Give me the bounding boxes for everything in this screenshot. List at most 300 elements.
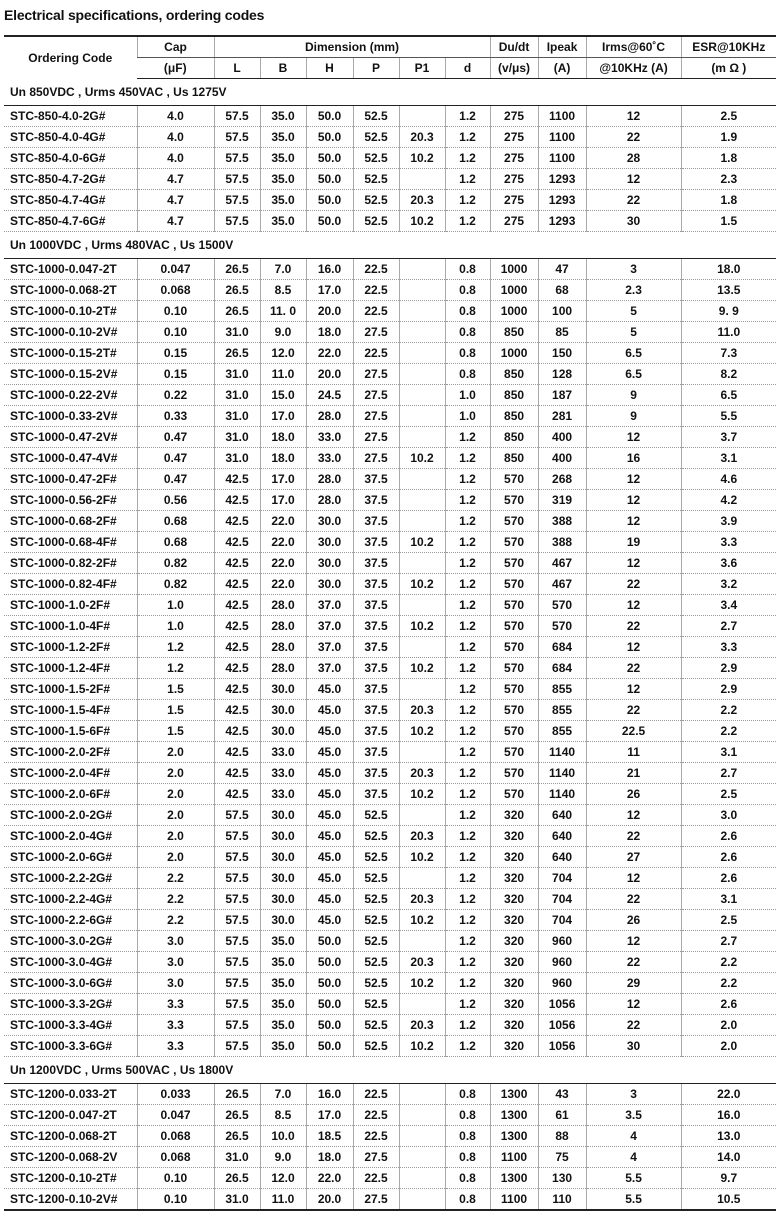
cell-cap: 0.82 xyxy=(137,553,214,574)
cell-P: 27.5 xyxy=(353,364,399,385)
cell-ordering-code: STC-1000-0.33-2V# xyxy=(4,406,137,427)
table-row xyxy=(4,148,776,169)
cell-dudt: 1000 xyxy=(490,280,538,301)
cell-dudt: 570 xyxy=(490,574,538,595)
cell-ordering-code: STC-1200-0.068-2T xyxy=(4,1126,137,1147)
section-label: Un 850VDC , Urms 450VAC , Us 1275V xyxy=(4,79,776,106)
cell-d: 1.2 xyxy=(445,511,490,532)
table-row xyxy=(4,406,776,427)
cell-B: 30.0 xyxy=(260,826,306,847)
cell-P1: 10.2 xyxy=(399,973,445,994)
header-dudt: Du/dt xyxy=(490,36,538,58)
cell-L: 57.5 xyxy=(214,826,260,847)
cell-irms: 5 xyxy=(586,322,681,343)
cell-ipeak: 570 xyxy=(538,616,586,637)
table-row xyxy=(4,658,776,679)
cell-P: 37.5 xyxy=(353,658,399,679)
cell-P: 52.5 xyxy=(353,868,399,889)
cell-P1 xyxy=(399,364,445,385)
cell-esr: 3.9 xyxy=(681,511,776,532)
cell-cap: 0.068 xyxy=(137,1126,214,1147)
cell-B: 8.5 xyxy=(260,280,306,301)
cell-d: 1.2 xyxy=(445,868,490,889)
cell-ipeak: 1056 xyxy=(538,1015,586,1036)
cell-ipeak: 400 xyxy=(538,448,586,469)
cell-H: 33.0 xyxy=(306,427,353,448)
cell-dudt: 570 xyxy=(490,658,538,679)
cell-ordering-code: STC-1000-3.0-4G# xyxy=(4,952,137,973)
cell-ordering-code: STC-1000-0.56-2F# xyxy=(4,490,137,511)
cell-irms: 22 xyxy=(586,700,681,721)
cell-B: 33.0 xyxy=(260,763,306,784)
table-row xyxy=(4,1168,776,1189)
cell-d: 1.2 xyxy=(445,169,490,190)
cell-ipeak: 640 xyxy=(538,847,586,868)
cell-ordering-code: STC-850-4.7-4G# xyxy=(4,190,137,211)
cell-irms: 22 xyxy=(586,658,681,679)
cell-ordering-code: STC-1000-3.0-2G# xyxy=(4,931,137,952)
cell-B: 35.0 xyxy=(260,169,306,190)
cell-d: 1.2 xyxy=(445,889,490,910)
cell-P: 52.5 xyxy=(353,910,399,931)
cell-ipeak: 88 xyxy=(538,1126,586,1147)
cell-cap: 1.5 xyxy=(137,679,214,700)
header-ipeak: Ipeak xyxy=(538,36,586,58)
cell-ipeak: 47 xyxy=(538,259,586,280)
cell-esr: 3.2 xyxy=(681,574,776,595)
cell-ordering-code: STC-1000-0.82-4F# xyxy=(4,574,137,595)
cell-ordering-code: STC-1000-2.0-4F# xyxy=(4,763,137,784)
cell-esr: 3.1 xyxy=(681,448,776,469)
table-row xyxy=(4,994,776,1015)
header-ipeak-unit: (A) xyxy=(538,58,586,79)
cell-cap: 3.3 xyxy=(137,994,214,1015)
cell-d: 1.2 xyxy=(445,721,490,742)
cell-dudt: 275 xyxy=(490,169,538,190)
cell-P: 37.5 xyxy=(353,700,399,721)
cell-ipeak: 110 xyxy=(538,1189,586,1211)
cell-B: 35.0 xyxy=(260,931,306,952)
cell-irms: 5 xyxy=(586,301,681,322)
cell-dudt: 570 xyxy=(490,721,538,742)
cell-ipeak: 704 xyxy=(538,910,586,931)
cell-B: 33.0 xyxy=(260,742,306,763)
cell-ipeak: 388 xyxy=(538,532,586,553)
cell-P1: 20.3 xyxy=(399,1015,445,1036)
cell-P1: 10.2 xyxy=(399,784,445,805)
cell-esr: 6.5 xyxy=(681,385,776,406)
cell-irms: 4 xyxy=(586,1147,681,1168)
cell-ordering-code: STC-1000-0.10-2V# xyxy=(4,322,137,343)
cell-irms: 12 xyxy=(586,169,681,190)
cell-irms: 9 xyxy=(586,406,681,427)
cell-P1 xyxy=(399,169,445,190)
cell-dudt: 275 xyxy=(490,106,538,127)
cell-H: 37.0 xyxy=(306,637,353,658)
cell-P1 xyxy=(399,301,445,322)
cell-L: 26.5 xyxy=(214,1105,260,1126)
cell-P: 22.5 xyxy=(353,1084,399,1105)
cell-ordering-code: STC-1000-0.68-2F# xyxy=(4,511,137,532)
cell-cap: 1.0 xyxy=(137,616,214,637)
cell-cap: 0.15 xyxy=(137,364,214,385)
cell-cap: 4.0 xyxy=(137,148,214,169)
cell-H: 45.0 xyxy=(306,868,353,889)
cell-H: 45.0 xyxy=(306,910,353,931)
cell-ordering-code: STC-1000-0.22-2V# xyxy=(4,385,137,406)
cell-P1 xyxy=(399,1126,445,1147)
cell-P1 xyxy=(399,322,445,343)
cell-d: 1.2 xyxy=(445,190,490,211)
cell-cap: 4.7 xyxy=(137,211,214,232)
cell-L: 31.0 xyxy=(214,1147,260,1168)
cell-B: 35.0 xyxy=(260,190,306,211)
cell-ipeak: 130 xyxy=(538,1168,586,1189)
cell-cap: 0.10 xyxy=(137,301,214,322)
cell-ordering-code: STC-1000-1.2-4F# xyxy=(4,658,137,679)
cell-d: 1.2 xyxy=(445,700,490,721)
cell-esr: 3.7 xyxy=(681,427,776,448)
cell-dudt: 1000 xyxy=(490,343,538,364)
cell-H: 45.0 xyxy=(306,847,353,868)
cell-H: 16.0 xyxy=(306,259,353,280)
cell-dudt: 1300 xyxy=(490,1084,538,1105)
cell-P: 52.5 xyxy=(353,994,399,1015)
cell-esr: 2.7 xyxy=(681,931,776,952)
header-irms-unit: @10KHz (A) xyxy=(586,58,681,79)
cell-d: 1.2 xyxy=(445,679,490,700)
cell-L: 57.5 xyxy=(214,910,260,931)
cell-L: 57.5 xyxy=(214,106,260,127)
cell-ordering-code: STC-1000-0.47-2V# xyxy=(4,427,137,448)
cell-irms: 26 xyxy=(586,784,681,805)
cell-esr: 2.0 xyxy=(681,1015,776,1036)
cell-irms: 4 xyxy=(586,1126,681,1147)
cell-P: 52.5 xyxy=(353,211,399,232)
cell-B: 30.0 xyxy=(260,721,306,742)
cell-H: 45.0 xyxy=(306,826,353,847)
cell-d: 1.2 xyxy=(445,658,490,679)
cell-esr: 2.6 xyxy=(681,847,776,868)
cell-esr: 14.0 xyxy=(681,1147,776,1168)
cell-ordering-code: STC-1000-2.2-2G# xyxy=(4,868,137,889)
cell-P: 27.5 xyxy=(353,406,399,427)
cell-B: 30.0 xyxy=(260,847,306,868)
cell-esr: 5.5 xyxy=(681,406,776,427)
cell-P1 xyxy=(399,106,445,127)
cell-H: 37.0 xyxy=(306,658,353,679)
cell-d: 1.2 xyxy=(445,469,490,490)
cell-ipeak: 1140 xyxy=(538,742,586,763)
cell-d: 1.0 xyxy=(445,385,490,406)
cell-P1: 20.3 xyxy=(399,763,445,784)
cell-esr: 1.8 xyxy=(681,148,776,169)
cell-cap: 0.10 xyxy=(137,1189,214,1211)
cell-B: 8.5 xyxy=(260,1105,306,1126)
cell-ipeak: 960 xyxy=(538,931,586,952)
cell-cap: 0.10 xyxy=(137,322,214,343)
cell-L: 42.5 xyxy=(214,784,260,805)
cell-L: 42.5 xyxy=(214,574,260,595)
cell-irms: 19 xyxy=(586,532,681,553)
cell-ordering-code: STC-1000-3.0-6G# xyxy=(4,973,137,994)
cell-dudt: 1100 xyxy=(490,1147,538,1168)
cell-L: 42.5 xyxy=(214,511,260,532)
cell-P1: 10.2 xyxy=(399,910,445,931)
table-row xyxy=(4,106,776,127)
header-P1: P1 xyxy=(399,58,445,79)
cell-P: 37.5 xyxy=(353,616,399,637)
cell-P: 37.5 xyxy=(353,574,399,595)
cell-esr: 3.3 xyxy=(681,637,776,658)
cell-irms: 5.5 xyxy=(586,1189,681,1211)
cell-P: 22.5 xyxy=(353,301,399,322)
cell-P: 52.5 xyxy=(353,826,399,847)
cell-d: 0.8 xyxy=(445,301,490,322)
cell-irms: 5.5 xyxy=(586,1168,681,1189)
cell-ipeak: 1100 xyxy=(538,106,586,127)
cell-P1: 10.2 xyxy=(399,1036,445,1057)
cell-P: 37.5 xyxy=(353,532,399,553)
cell-H: 50.0 xyxy=(306,1015,353,1036)
table-row xyxy=(4,973,776,994)
cell-ipeak: 1140 xyxy=(538,784,586,805)
cell-H: 20.0 xyxy=(306,1189,353,1211)
table-row xyxy=(4,910,776,931)
cell-dudt: 320 xyxy=(490,847,538,868)
cell-P: 52.5 xyxy=(353,106,399,127)
cell-ordering-code: STC-1200-0.10-2T# xyxy=(4,1168,137,1189)
cell-L: 42.5 xyxy=(214,469,260,490)
cell-cap: 2.0 xyxy=(137,742,214,763)
table-row xyxy=(4,721,776,742)
cell-L: 42.5 xyxy=(214,658,260,679)
cell-irms: 30 xyxy=(586,1036,681,1057)
cell-L: 57.5 xyxy=(214,190,260,211)
cell-irms: 11 xyxy=(586,742,681,763)
header-L: L xyxy=(214,58,260,79)
cell-H: 45.0 xyxy=(306,805,353,826)
cell-ipeak: 100 xyxy=(538,301,586,322)
table-row xyxy=(4,127,776,148)
cell-ordering-code: STC-1000-0.047-2T xyxy=(4,259,137,280)
cell-B: 33.0 xyxy=(260,784,306,805)
cell-P: 27.5 xyxy=(353,1189,399,1211)
cell-ordering-code: STC-1000-1.5-2F# xyxy=(4,679,137,700)
cell-ordering-code: STC-1200-0.033-2T xyxy=(4,1084,137,1105)
cell-ipeak: 75 xyxy=(538,1147,586,1168)
cell-d: 0.8 xyxy=(445,343,490,364)
cell-esr: 1.8 xyxy=(681,190,776,211)
cell-esr: 2.6 xyxy=(681,994,776,1015)
table-row xyxy=(4,805,776,826)
cell-ipeak: 400 xyxy=(538,427,586,448)
section-header-row xyxy=(4,79,776,106)
cell-B: 7.0 xyxy=(260,259,306,280)
cell-P: 52.5 xyxy=(353,973,399,994)
cell-ipeak: 704 xyxy=(538,868,586,889)
cell-d: 1.2 xyxy=(445,574,490,595)
cell-irms: 22 xyxy=(586,574,681,595)
cell-P1 xyxy=(399,1105,445,1126)
cell-P: 37.5 xyxy=(353,469,399,490)
cell-cap: 4.0 xyxy=(137,127,214,148)
cell-irms: 12 xyxy=(586,106,681,127)
cell-P: 27.5 xyxy=(353,1147,399,1168)
section-label: Un 1200VDC , Urms 500VAC , Us 1800V xyxy=(4,1057,776,1084)
header-B: B xyxy=(260,58,306,79)
cell-ipeak: 1100 xyxy=(538,148,586,169)
cell-P1 xyxy=(399,637,445,658)
cell-ipeak: 1140 xyxy=(538,763,586,784)
cell-H: 28.0 xyxy=(306,490,353,511)
cell-d: 0.8 xyxy=(445,280,490,301)
cell-L: 26.5 xyxy=(214,259,260,280)
cell-P1: 20.3 xyxy=(399,190,445,211)
cell-cap: 0.15 xyxy=(137,343,214,364)
cell-H: 33.0 xyxy=(306,448,353,469)
cell-d: 1.2 xyxy=(445,763,490,784)
cell-cap: 3.0 xyxy=(137,931,214,952)
cell-ipeak: 467 xyxy=(538,574,586,595)
cell-H: 45.0 xyxy=(306,700,353,721)
cell-ordering-code: STC-1000-0.068-2T xyxy=(4,280,137,301)
cell-P1 xyxy=(399,1147,445,1168)
cell-esr: 3.3 xyxy=(681,532,776,553)
table-row xyxy=(4,259,776,280)
cell-L: 57.5 xyxy=(214,148,260,169)
table-row xyxy=(4,1015,776,1036)
cell-P: 52.5 xyxy=(353,169,399,190)
header-cap: Cap xyxy=(137,36,214,58)
cell-cap: 2.0 xyxy=(137,847,214,868)
cell-dudt: 850 xyxy=(490,406,538,427)
cell-cap: 0.47 xyxy=(137,427,214,448)
table-row xyxy=(4,931,776,952)
cell-B: 22.0 xyxy=(260,553,306,574)
cell-irms: 22 xyxy=(586,616,681,637)
cell-P1 xyxy=(399,280,445,301)
cell-ordering-code: STC-1000-2.0-4G# xyxy=(4,826,137,847)
cell-ipeak: 855 xyxy=(538,721,586,742)
cell-d: 0.8 xyxy=(445,1126,490,1147)
cell-ordering-code: STC-1200-0.068-2V xyxy=(4,1147,137,1168)
cell-cap: 0.047 xyxy=(137,259,214,280)
cell-cap: 3.3 xyxy=(137,1036,214,1057)
cell-esr: 4.6 xyxy=(681,469,776,490)
cell-L: 42.5 xyxy=(214,742,260,763)
header-P: P xyxy=(353,58,399,79)
cell-H: 18.5 xyxy=(306,1126,353,1147)
cell-B: 22.0 xyxy=(260,574,306,595)
cell-esr: 3.0 xyxy=(681,805,776,826)
cell-P: 52.5 xyxy=(353,148,399,169)
cell-ipeak: 128 xyxy=(538,364,586,385)
cell-cap: 2.2 xyxy=(137,910,214,931)
cell-H: 28.0 xyxy=(306,469,353,490)
cell-dudt: 570 xyxy=(490,763,538,784)
cell-L: 57.5 xyxy=(214,805,260,826)
cell-cap: 2.0 xyxy=(137,805,214,826)
cell-H: 45.0 xyxy=(306,679,353,700)
cell-ordering-code: STC-850-4.7-2G# xyxy=(4,169,137,190)
cell-L: 57.5 xyxy=(214,127,260,148)
cell-B: 35.0 xyxy=(260,1015,306,1036)
cell-L: 26.5 xyxy=(214,301,260,322)
table-row xyxy=(4,1036,776,1057)
cell-P: 22.5 xyxy=(353,280,399,301)
table-row xyxy=(4,301,776,322)
cell-cap: 3.3 xyxy=(137,1015,214,1036)
cell-B: 17.0 xyxy=(260,490,306,511)
cell-L: 57.5 xyxy=(214,973,260,994)
cell-L: 57.5 xyxy=(214,868,260,889)
cell-B: 17.0 xyxy=(260,469,306,490)
table-row xyxy=(4,868,776,889)
cell-P1 xyxy=(399,805,445,826)
cell-ipeak: 467 xyxy=(538,553,586,574)
cell-ordering-code: STC-1000-3.3-6G# xyxy=(4,1036,137,1057)
cell-ordering-code: STC-1000-2.0-6F# xyxy=(4,784,137,805)
cell-d: 1.2 xyxy=(445,1015,490,1036)
cell-irms: 12 xyxy=(586,805,681,826)
cell-esr: 1.5 xyxy=(681,211,776,232)
cell-cap: 0.47 xyxy=(137,448,214,469)
section-label: Un 1000VDC , Urms 480VAC , Us 1500V xyxy=(4,232,776,259)
cell-ipeak: 85 xyxy=(538,322,586,343)
cell-H: 50.0 xyxy=(306,190,353,211)
cell-ordering-code: STC-1000-0.47-4V# xyxy=(4,448,137,469)
cell-d: 1.2 xyxy=(445,994,490,1015)
cell-ipeak: 388 xyxy=(538,511,586,532)
cell-d: 1.2 xyxy=(445,532,490,553)
cell-d: 1.2 xyxy=(445,847,490,868)
cell-d: 1.2 xyxy=(445,553,490,574)
cell-esr: 3.6 xyxy=(681,553,776,574)
cell-cap: 0.068 xyxy=(137,280,214,301)
cell-irms: 16 xyxy=(586,448,681,469)
cell-B: 35.0 xyxy=(260,127,306,148)
cell-dudt: 850 xyxy=(490,427,538,448)
cell-P1: 10.2 xyxy=(399,211,445,232)
cell-cap: 1.2 xyxy=(137,637,214,658)
section-header-row xyxy=(4,1057,776,1084)
cell-cap: 2.0 xyxy=(137,826,214,847)
cell-P1: 10.2 xyxy=(399,448,445,469)
cell-H: 45.0 xyxy=(306,889,353,910)
cell-B: 18.0 xyxy=(260,427,306,448)
cell-P: 52.5 xyxy=(353,889,399,910)
cell-P: 52.5 xyxy=(353,847,399,868)
cell-dudt: 320 xyxy=(490,931,538,952)
cell-L: 42.5 xyxy=(214,700,260,721)
cell-irms: 12 xyxy=(586,427,681,448)
cell-cap: 2.2 xyxy=(137,889,214,910)
cell-ipeak: 150 xyxy=(538,343,586,364)
cell-H: 45.0 xyxy=(306,784,353,805)
cell-P: 27.5 xyxy=(353,385,399,406)
cell-P1 xyxy=(399,511,445,532)
cell-P: 37.5 xyxy=(353,511,399,532)
cell-d: 0.8 xyxy=(445,1168,490,1189)
cell-d: 1.2 xyxy=(445,637,490,658)
cell-d: 0.8 xyxy=(445,1105,490,1126)
table-row xyxy=(4,889,776,910)
cell-B: 10.0 xyxy=(260,1126,306,1147)
cell-P: 37.5 xyxy=(353,763,399,784)
cell-dudt: 850 xyxy=(490,364,538,385)
cell-d: 1.2 xyxy=(445,805,490,826)
